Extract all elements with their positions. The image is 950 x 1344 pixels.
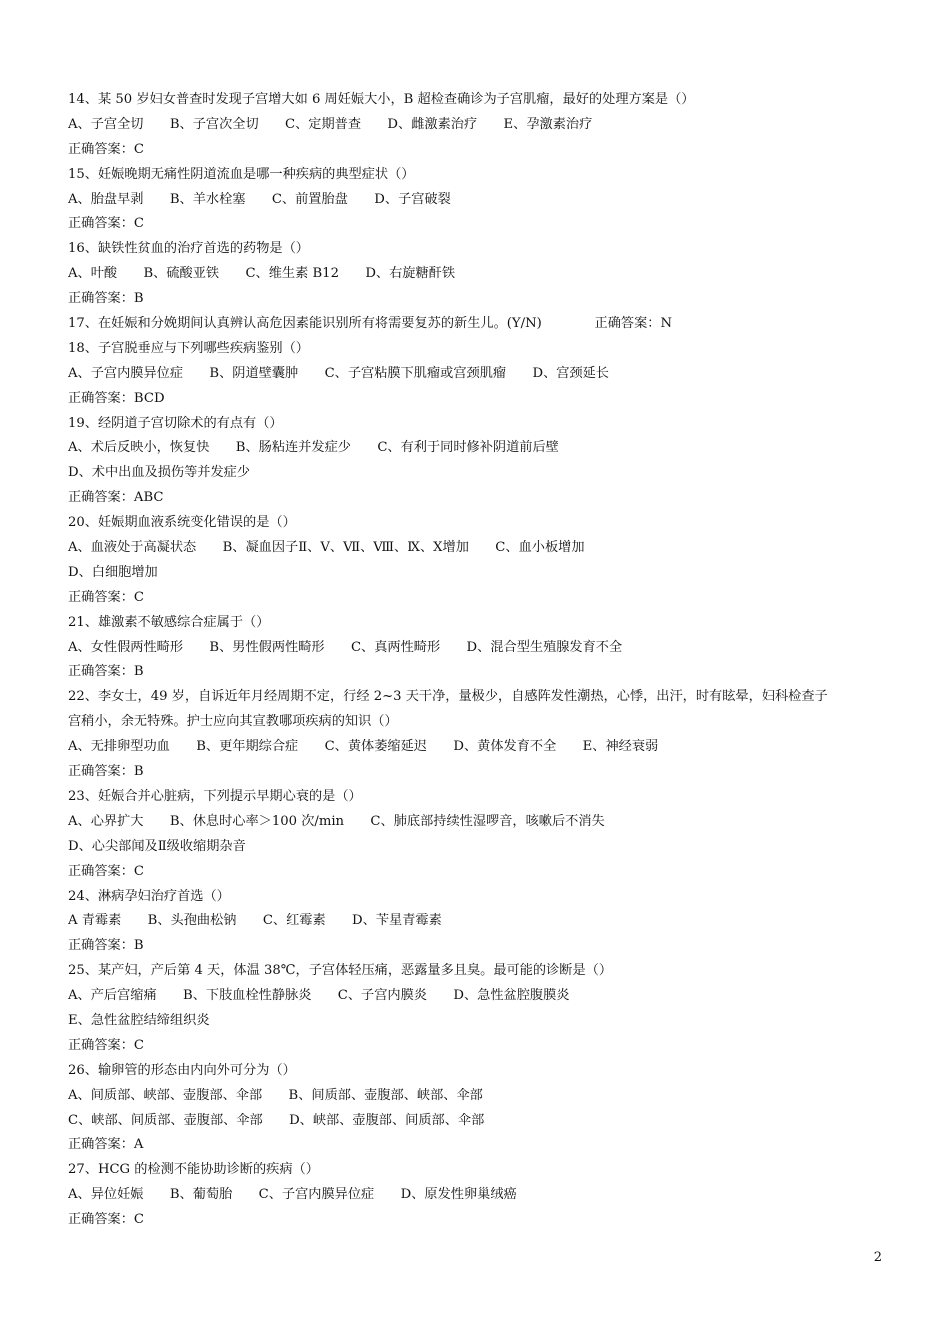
question-20: 20、妊娠期血液系统变化错误的是（） (68, 515, 296, 531)
options-14: A、子宫全切 B、子宫次全切 C、定期普查 D、雌激素治疗 E、孕激素治疗 (68, 116, 593, 132)
answer-26: 正确答案：A (68, 1137, 144, 1153)
question-22-line-2: 宫稍小，余无特殊。护士应向其宣教哪项疾病的知识（） (68, 714, 398, 730)
options-20-a: A、血液处于高凝状态 B、凝血因子Ⅱ、Ⅴ、Ⅶ、Ⅷ、Ⅸ、Ⅹ增加 C、血小板增加 (68, 540, 585, 556)
options-19-a: A、术后反映小，恢复快 B、肠粘连并发症少 C、有利于同时修补阴道前后壁 (68, 440, 559, 456)
options-23-b: D、心尖部闻及Ⅱ级收缩期杂音 (68, 838, 246, 854)
options-20-b: D、白细胞增加 (68, 564, 158, 580)
options-16: A、叶酸 B、硫酸亚铁 C、维生素 B12 D、右旋糖酐铁 (68, 266, 456, 282)
answer-19: 正确答案：ABC (68, 490, 164, 506)
question-16: 16、缺铁性贫血的治疗首选的药物是（） (68, 241, 309, 257)
page-number: 2 (873, 1250, 882, 1265)
question-23: 23、妊娠合并心脏病，下列提示早期心衰的是（） (68, 788, 362, 804)
options-15: A、胎盘早剥 B、羊水栓塞 C、前置胎盘 D、子宫破裂 (68, 191, 451, 207)
answer-22: 正确答案：B (68, 764, 144, 780)
question-26: 26、输卵管的形态由内向外可分为（） (68, 1062, 296, 1078)
question-22-line-1: 22、李女士，49 岁，自诉近年月经周期不定，行经 2~3 天干净，量极少，自感阵发性潮热，心悸，出汗，时有眩晕，妇科检查子 (68, 689, 828, 705)
options-21: A、女性假两性畸形 B、男性假两性畸形 C、真两性畸形 D、混合型生殖腺发育不全 (68, 639, 623, 655)
question-14: 14、某 50 岁妇女普查时发现子宫增大如 6 周妊娠大小，B 超检查确诊为子宫肌瘤，最好的处理方案是（） (68, 92, 695, 107)
answer-15: 正确答案：C (68, 216, 145, 232)
options-25-b: E、急性盆腔结缔组织炎 (68, 1012, 210, 1028)
question-17-with-answer: 17、在妊娠和分娩期间认真辨认高危因素能识别所有将需要复苏的新生儿。(Y/N) 正确答案：N (68, 316, 672, 332)
document-body (68, 88, 888, 1233)
question-25: 25、某产妇，产后第 4 天，体温 38℃，子宫体轻压痛，恶露量多且臭。最可能的诊断是（） (68, 963, 613, 979)
options-26-a: A、间质部、峡部、壶腹部、伞部 B、间质部、壶腹部、峡部、伞部 (68, 1087, 483, 1103)
question-19: 19、经阴道子宫切除术的有点有（） (68, 415, 283, 431)
answer-23: 正确答案：C (68, 863, 145, 879)
question-24: 24、淋病孕妇治疗首选（） (68, 888, 230, 904)
options-26-b: C、峡部、间质部、壶腹部、伞部 D、峡部、壶腹部、间质部、伞部 (68, 1112, 485, 1128)
answer-14: 正确答案：C (68, 141, 145, 157)
answer-24: 正确答案：B (68, 938, 144, 954)
question-15: 15、妊娠晚期无痛性阴道流血是哪一种疾病的典型症状（） (68, 166, 415, 182)
answer-21: 正确答案：B (68, 664, 144, 680)
answer-25: 正确答案：C (68, 1037, 145, 1053)
question-21: 21、雄激素不敏感综合症属于（） (68, 614, 270, 630)
options-23-a: A、心界扩大 B、休息时心率＞100 次/min C、肺底部持续性湿啰音，咳嗽后不消失 (68, 813, 605, 829)
question-18: 18、子宫脱垂应与下列哪些疾病鉴别（） (68, 340, 309, 356)
answer-27: 正确答案：C (68, 1212, 145, 1228)
answer-20: 正确答案：C (68, 589, 145, 605)
options-18: A、子宫内膜异位症 B、阴道壁囊肿 C、子宫粘膜下肌瘤或宫颈肌瘤 D、宫颈延长 (68, 365, 609, 381)
options-27: A、异位妊娠 B、葡萄胎 C、子宫内膜异位症 D、原发性卵巢绒癌 (68, 1187, 517, 1203)
answer-16: 正确答案：B (68, 291, 144, 307)
answer-18: 正确答案：BCD (68, 390, 165, 406)
options-24: A 青霉素 B、头孢曲松钠 C、红霉素 D、苄星青霉素 (68, 913, 442, 929)
question-27: 27、HCG 的检测不能协助诊断的疾病（） (68, 1162, 319, 1178)
options-19-b: D、术中出血及损伤等并发症少 (68, 465, 251, 481)
options-22: A、无排卵型功血 B、更年期综合症 C、黄体萎缩延迟 D、黄体发育不全 E、神经衰弱 (68, 739, 659, 755)
options-25-a: A、产后宫缩痛 B、下肢血栓性静脉炎 C、子宫内膜炎 D、急性盆腔腹膜炎 (68, 988, 570, 1004)
